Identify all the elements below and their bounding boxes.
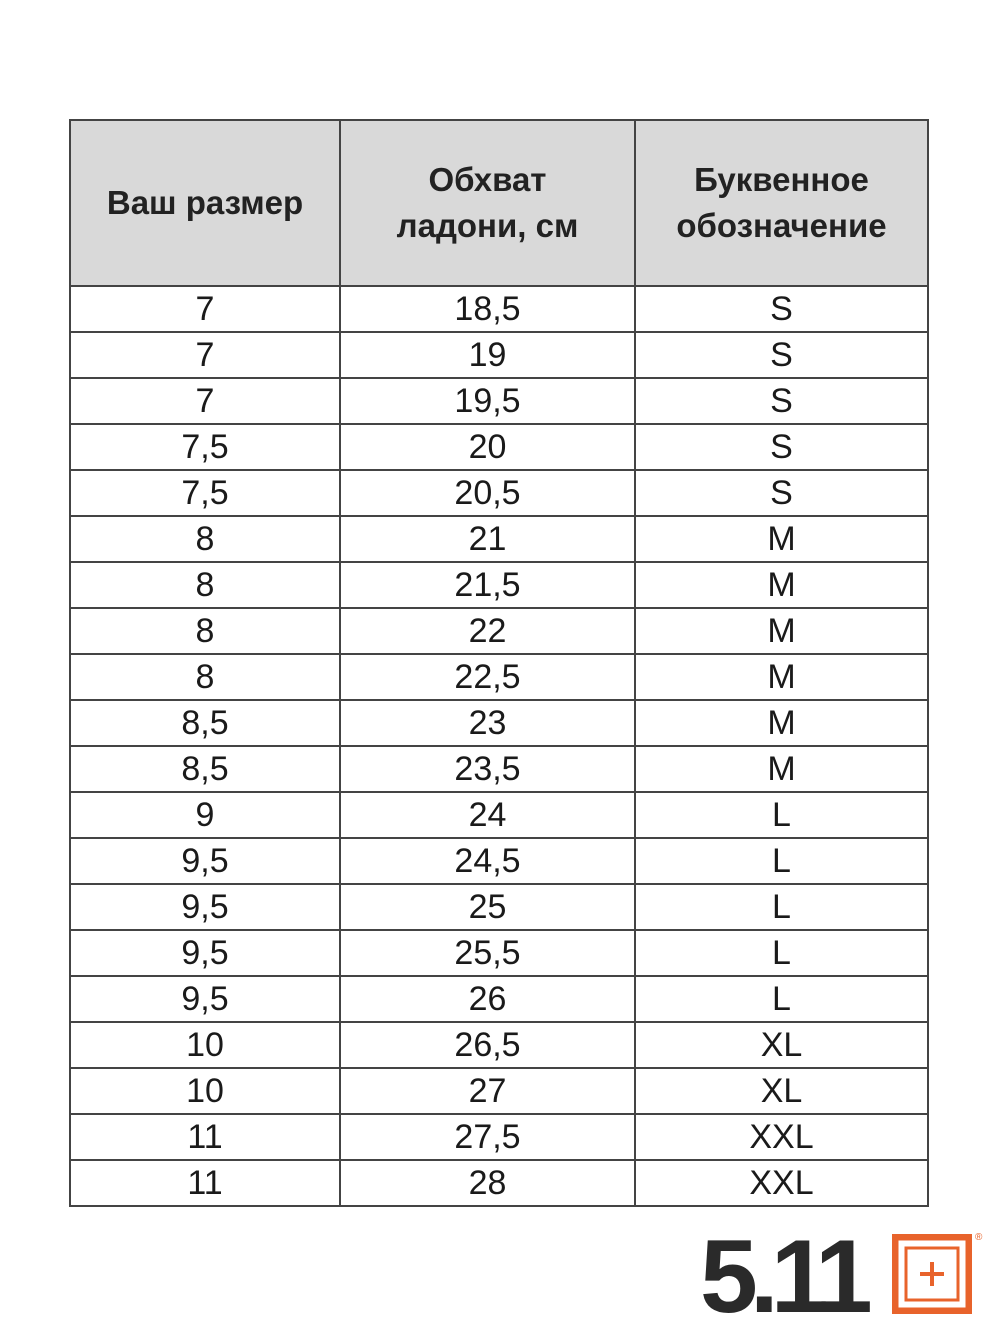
cell-your-size: 9,5 [70, 838, 340, 884]
cell-letter-size: L [635, 838, 928, 884]
cell-letter-size: S [635, 470, 928, 516]
table-row [70, 516, 928, 562]
cell-palm-girth: 18,5 [340, 286, 635, 332]
cell-letter-size: M [635, 654, 928, 700]
header-letter-size-line2: обозначение [676, 207, 887, 244]
table-row [70, 1022, 928, 1068]
cell-your-size: 9,5 [70, 884, 340, 930]
cell-palm-girth: 27 [340, 1068, 635, 1114]
cell-palm-girth: 26 [340, 976, 635, 1022]
size-chart-table [69, 119, 929, 1207]
cell-letter-size: M [635, 608, 928, 654]
cell-letter-size: XL [635, 1022, 928, 1068]
table-row [70, 378, 928, 424]
cell-your-size: 8,5 [70, 700, 340, 746]
cell-palm-girth: 23 [340, 700, 635, 746]
table-row [70, 700, 928, 746]
cell-your-size: 9,5 [70, 976, 340, 1022]
cell-your-size: 7 [70, 332, 340, 378]
cell-palm-girth: 19 [340, 332, 635, 378]
table-row [70, 1068, 928, 1114]
table-row [70, 976, 928, 1022]
table-row [70, 608, 928, 654]
cell-letter-size: M [635, 700, 928, 746]
cell-palm-girth: 25,5 [340, 930, 635, 976]
cell-letter-size: S [635, 424, 928, 470]
header-palm-girth-line2: ладони, см [396, 207, 579, 244]
cell-your-size: 10 [70, 1068, 340, 1114]
cell-letter-size: S [635, 286, 928, 332]
cell-palm-girth: 23,5 [340, 746, 635, 792]
cell-letter-size: M [635, 516, 928, 562]
cell-palm-girth: 19,5 [340, 378, 635, 424]
cell-your-size: 7,5 [70, 424, 340, 470]
cell-your-size: 11 [70, 1114, 340, 1160]
header-palm-girth [340, 120, 635, 286]
cell-palm-girth: 21 [340, 516, 635, 562]
table-header-row [70, 120, 928, 286]
cell-palm-girth: 22 [340, 608, 635, 654]
cell-your-size: 7,5 [70, 470, 340, 516]
header-letter-size [635, 120, 928, 286]
cell-letter-size: XXL [635, 1160, 928, 1206]
cell-letter-size: M [635, 746, 928, 792]
cell-your-size: 8 [70, 654, 340, 700]
cell-palm-girth: 25 [340, 884, 635, 930]
cell-your-size: 7 [70, 286, 340, 332]
cell-your-size: 8 [70, 562, 340, 608]
cell-letter-size: L [635, 976, 928, 1022]
cell-your-size: 8 [70, 516, 340, 562]
cell-palm-girth: 27,5 [340, 1114, 635, 1160]
cell-your-size: 9 [70, 792, 340, 838]
table-row [70, 332, 928, 378]
cell-letter-size: XL [635, 1068, 928, 1114]
table-row [70, 562, 928, 608]
table-row [70, 746, 928, 792]
cell-letter-size: S [635, 332, 928, 378]
table-row [70, 930, 928, 976]
cell-letter-size: L [635, 792, 928, 838]
logo-text: 5.11 [700, 1219, 865, 1335]
table-row [70, 286, 928, 332]
registered-mark: ® [975, 1232, 983, 1243]
cell-palm-girth: 26,5 [340, 1022, 635, 1068]
cell-palm-girth: 21,5 [340, 562, 635, 608]
table-row [70, 470, 928, 516]
brand-logo [700, 1219, 990, 1335]
table-row [70, 1160, 928, 1206]
cell-your-size: 7 [70, 378, 340, 424]
cell-palm-girth: 24,5 [340, 838, 635, 884]
cell-letter-size: L [635, 930, 928, 976]
table-row [70, 1114, 928, 1160]
table-body [70, 286, 928, 1206]
header-your-size [70, 120, 340, 286]
cell-letter-size: S [635, 378, 928, 424]
cell-letter-size: L [635, 884, 928, 930]
cell-palm-girth: 20 [340, 424, 635, 470]
cell-your-size: 11 [70, 1160, 340, 1206]
cell-letter-size: M [635, 562, 928, 608]
header-letter-size-line1: Буквенное [694, 161, 869, 198]
cell-your-size: 8,5 [70, 746, 340, 792]
cell-palm-girth: 24 [340, 792, 635, 838]
cell-your-size: 9,5 [70, 930, 340, 976]
header-your-size-label: Ваш размер [106, 184, 304, 221]
table-row [70, 792, 928, 838]
cell-palm-girth: 22,5 [340, 654, 635, 700]
cell-palm-girth: 28 [340, 1160, 635, 1206]
cell-your-size: 8 [70, 608, 340, 654]
table-row [70, 838, 928, 884]
plus-badge-icon [892, 1234, 972, 1314]
cell-your-size: 10 [70, 1022, 340, 1068]
table-row [70, 654, 928, 700]
header-palm-girth-line1: Обхват [428, 161, 547, 198]
cell-palm-girth: 20,5 [340, 470, 635, 516]
table-row [70, 884, 928, 930]
cell-letter-size: XXL [635, 1114, 928, 1160]
table-row [70, 424, 928, 470]
